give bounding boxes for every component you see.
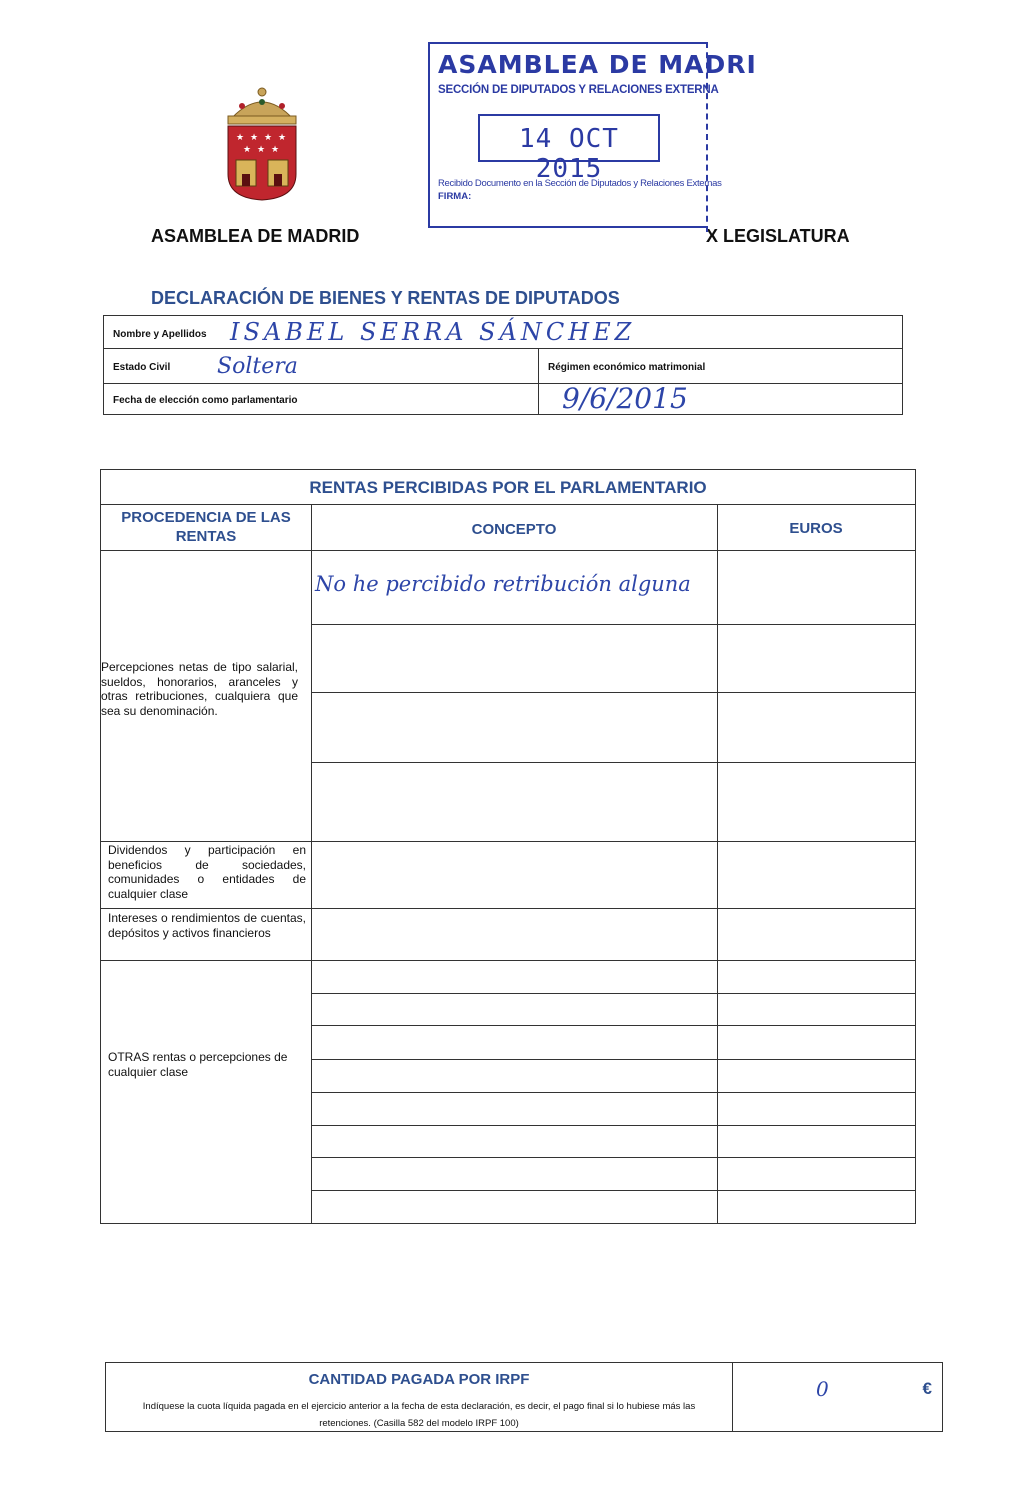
category-interest: Intereses o rendimientos de cuentas, depósitos y activos financieros <box>108 911 306 940</box>
svg-text:★: ★ <box>271 145 280 155</box>
election-date-label: Fecha de elección como parlamentario <box>113 395 298 406</box>
svg-text:★: ★ <box>236 133 245 143</box>
svg-text:★: ★ <box>250 133 259 143</box>
row-divider <box>311 1059 915 1060</box>
category-dividends: Dividendos y participación en beneficios de sociedades, comunidades o entidades de cualquier clase <box>108 843 306 901</box>
row-divider <box>101 908 915 909</box>
row-divider <box>311 1190 915 1191</box>
organization-name: ASAMBLEA DE MADRID <box>151 226 360 246</box>
election-date-value[interactable]: 9/6/2015 <box>562 382 688 415</box>
euro-symbol: € <box>922 1379 932 1398</box>
stamp-received-text: Recibido Documento en la Sección de Diputados y Relaciones Externas <box>438 178 722 189</box>
irpf-title: CANTIDAD PAGADA POR IRPF <box>308 1371 530 1388</box>
regime-label: Régimen económico matrimonial <box>548 362 706 373</box>
row-divider <box>311 1125 915 1126</box>
svg-text:★: ★ <box>264 133 273 143</box>
civil-status-label: Estado Civil <box>113 362 171 373</box>
row-divider <box>104 383 902 384</box>
category-salary-income: Percepciones netas de tipo salarial, sueldos, honorarios, aranceles y otras retribuciones, cualquiera que sea su denominación. <box>101 660 298 718</box>
column-divider <box>311 504 312 1224</box>
stamp-edge <box>706 42 710 232</box>
row-divider <box>101 841 915 842</box>
euros-column-header: EUROS <box>789 520 843 537</box>
income-table <box>100 469 916 1224</box>
name-label: Nombre y Apellidos <box>113 329 207 340</box>
column-divider <box>538 348 539 415</box>
civil-status-value[interactable]: Soltera <box>217 354 298 379</box>
stamp-date: 14 OCT 2015 <box>519 124 619 184</box>
irpf-description: Indíquese la cuota líquida pagada en el ejercicio anterior a la fecha de esta declaración, es decir, el pago final si lo hubiese más las retenciones. (Casilla 582 del modelo IRPF 100) <box>142 1401 696 1429</box>
row-divider <box>311 762 915 763</box>
row-divider <box>311 993 915 994</box>
name-value[interactable]: ISABEL SERRA SÁNCHEZ <box>230 318 636 346</box>
column-divider <box>717 504 718 1224</box>
row-divider <box>104 348 902 349</box>
stamp-title: ASAMBLEA DE MADRI <box>438 50 757 79</box>
row-divider <box>311 1157 915 1158</box>
row-divider <box>311 692 915 693</box>
income-table-title: RENTAS PERCIBIDAS POR EL PARLAMENTARIO <box>309 478 707 497</box>
category-other-income: OTRAS rentas o percepciones de cualquier clase <box>108 1050 288 1079</box>
legislature-label: X LEGISLATURA <box>706 226 850 246</box>
document-title: DECLARACIÓN DE BIENES Y RENTAS DE DIPUTADOS <box>151 288 620 308</box>
irpf-box <box>105 1362 943 1432</box>
row-divider <box>101 550 915 551</box>
row-divider <box>311 1025 915 1026</box>
row-divider <box>101 960 915 961</box>
source-column-header: PROCEDENCIA DE LAS RENTAS <box>121 509 291 545</box>
stamp-subtitle: SECCIÓN DE DIPUTADOS Y RELACIONES EXTERNA <box>438 84 719 96</box>
coat-of-arms-logo <box>222 86 302 202</box>
row-divider <box>101 504 915 505</box>
row-divider <box>311 624 915 625</box>
personal-data-table <box>103 315 903 415</box>
svg-text:★: ★ <box>243 145 252 155</box>
svg-text:★: ★ <box>257 145 266 155</box>
column-divider <box>732 1363 733 1431</box>
svg-text:★: ★ <box>278 133 287 143</box>
row-divider <box>311 1092 915 1093</box>
concept-column-header: CONCEPTO <box>471 521 557 538</box>
handwritten-concept-note[interactable]: No he percibido retribución alguna <box>315 572 691 596</box>
stamp-signature-label: FIRMA: <box>438 191 472 202</box>
irpf-amount-value[interactable]: 0 <box>816 1377 829 1401</box>
reception-stamp <box>428 42 757 228</box>
stamp-date-box <box>478 114 660 184</box>
